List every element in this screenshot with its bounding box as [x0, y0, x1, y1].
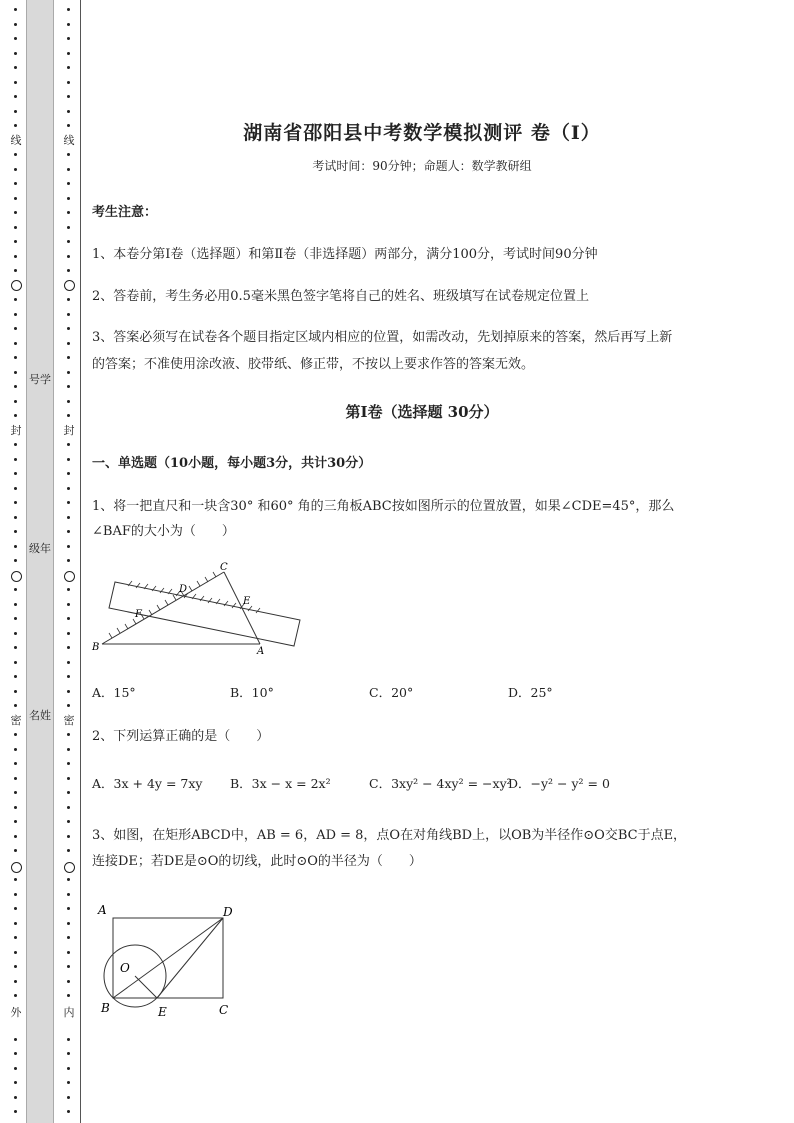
binding-dot: [67, 414, 70, 417]
binding-dot: [14, 690, 17, 693]
q1-label-e: E: [243, 596, 251, 607]
binding-dot: [14, 371, 17, 374]
q1-figure: [88, 558, 313, 658]
triangle-hatch: [109, 572, 216, 638]
note-item: 2、答卷前，考生务必用0.5毫米黑色签字笔将自己的姓名、班级填写在试卷规定位置上: [92, 289, 589, 304]
part1-title: 第Ⅰ卷（选择题 30分）: [345, 403, 499, 421]
binding-label: 密: [63, 714, 75, 727]
page-title: 湖南省邵阳县中考数学模拟测评 卷（Ⅰ）: [243, 122, 601, 144]
binding-circle: [64, 571, 75, 582]
binding-dot: [67, 313, 70, 316]
binding-dot: [67, 487, 70, 490]
binding-dot: [67, 936, 70, 939]
ruler-hatch-upper: [128, 581, 260, 613]
q1-text-line1: 1、将一把直尺和一块含30° 和60° 角的三角板ABC按如图所示的位置放置，如果∠CDE=45°，那么: [92, 499, 675, 514]
binding-dot: [67, 733, 70, 736]
q3-label-c: C: [219, 1003, 229, 1017]
binding-dot: [67, 23, 70, 26]
binding-label: 线: [10, 134, 22, 147]
q1-text-line2: ∠BAF的大小为（ ）: [92, 524, 235, 539]
binding-dot: [67, 269, 70, 272]
binding-dot: [14, 52, 17, 55]
binding-dot: [14, 632, 17, 635]
binding-dot: [14, 211, 17, 214]
q3-label-a: A: [98, 903, 107, 917]
binding-dot: [14, 965, 17, 968]
binding-dot: [67, 37, 70, 40]
binding-dot: [67, 95, 70, 98]
binding-dot: [67, 255, 70, 258]
binding-dot: [67, 675, 70, 678]
note-item: 1、本卷分第Ⅰ卷（选择题）和第Ⅱ卷（非选择题）两部分，满分100分，考试时间90分钟: [92, 247, 598, 262]
binding-dot: [67, 690, 70, 693]
binding-dot: [67, 632, 70, 635]
q2-option-b[interactable]: B．3x − x = 2x²: [230, 776, 331, 791]
q2-option-c[interactable]: C．3xy² − 4xy² = −xy²: [369, 776, 512, 791]
binding-dot: [67, 980, 70, 983]
strip-label-name: 名姓: [29, 709, 51, 722]
binding-dot: [67, 168, 70, 171]
diagonal-bd: [113, 918, 223, 998]
right-dot-column: [62, 0, 76, 1123]
binding-dot: [67, 646, 70, 649]
binding-dot: [67, 545, 70, 548]
binding-dot: [67, 1096, 70, 1099]
q2-text: 2、下列运算正确的是（ ）: [92, 729, 270, 744]
binding-dot: [67, 385, 70, 388]
q3-text-line1: 3、如图，在矩形ABCD中，AB = 6，AD = 8，点O在对角线BD上，以OB为半径作⊙O交BC于点E，: [92, 828, 687, 843]
binding-circle: [11, 280, 22, 291]
binding-dot: [67, 965, 70, 968]
binding-dot: [14, 197, 17, 200]
binding-dot: [14, 1052, 17, 1055]
binding-dot: [67, 951, 70, 954]
binding-dot: [67, 1081, 70, 1084]
binding-dot: [14, 240, 17, 243]
binding-dot: [14, 298, 17, 301]
binding-dot: [14, 733, 17, 736]
binding-dot: [14, 1096, 17, 1099]
binding-dot: [67, 1052, 70, 1055]
binding-dot: [14, 516, 17, 519]
binding-label: 密: [10, 714, 22, 727]
binding-dot: [67, 153, 70, 156]
binding-dot: [14, 37, 17, 40]
binding-dot: [14, 269, 17, 272]
binding-dot: [14, 400, 17, 403]
binding-dot: [67, 603, 70, 606]
binding-dot: [14, 1038, 17, 1041]
binding-dot: [67, 806, 70, 809]
binding-dot: [14, 124, 17, 127]
q1-label-f: F: [135, 609, 142, 620]
binding-dot: [14, 313, 17, 316]
binding-dot: [14, 893, 17, 896]
binding-dot: [14, 458, 17, 461]
binding-dot: [14, 704, 17, 707]
binding-dot: [14, 8, 17, 11]
binding-dot: [14, 675, 17, 678]
binding-label: 封: [10, 424, 22, 437]
segment-oe: [135, 976, 157, 998]
binding-dot: [14, 907, 17, 910]
binding-dot: [14, 182, 17, 185]
binding-dot: [67, 400, 70, 403]
q1-label-a: A: [257, 646, 265, 657]
segment-de: [157, 918, 223, 998]
binding-dot: [67, 835, 70, 838]
binding-dot: [14, 835, 17, 838]
binding-dot: [14, 791, 17, 794]
strip-label-number: 号学: [29, 373, 51, 386]
q1-label-d: D: [179, 584, 188, 595]
q3-figure: [92, 898, 242, 1023]
binding-label: 封: [63, 424, 75, 437]
binding-dot: [67, 240, 70, 243]
binding-dot: [14, 617, 17, 620]
binding-dot: [67, 762, 70, 765]
binding-dot: [67, 1067, 70, 1070]
binding-dot: [67, 226, 70, 229]
q3-label-o: O: [120, 961, 130, 975]
binding-dot: [14, 980, 17, 983]
binding-dot: [67, 777, 70, 780]
binding-dot: [14, 385, 17, 388]
binding-dot: [67, 849, 70, 852]
binding-dot: [14, 994, 17, 997]
binding-circle: [11, 571, 22, 582]
binding-label: 内: [63, 1006, 75, 1019]
binding-dot: [67, 922, 70, 925]
binding-label: 线: [63, 134, 75, 147]
binding-dot: [14, 110, 17, 113]
binding-dot: [67, 501, 70, 504]
binding-dot: [14, 762, 17, 765]
binding-dot: [14, 66, 17, 69]
binding-dot: [67, 1110, 70, 1113]
binding-dot: [67, 994, 70, 997]
binding-dot: [14, 1081, 17, 1084]
binding-dot: [14, 806, 17, 809]
binding-dot: [14, 588, 17, 591]
binding-dot: [14, 226, 17, 229]
binding-dot: [67, 52, 70, 55]
binding-dot: [14, 603, 17, 606]
note-item: 3、答案必须写在试卷各个题目指定区域内相应的位置，如需改动，先划掉原来的答案，然后再写上新: [92, 330, 673, 345]
binding-dot: [14, 1067, 17, 1070]
q3-text-line2: 连接DE；若DE是⊙O的切线，此时⊙O的半径为（ ）: [92, 854, 422, 869]
q3-label-e: E: [158, 1005, 167, 1019]
q1-label-c: C: [220, 562, 228, 573]
binding-dot: [14, 559, 17, 562]
section-heading: 一、单选题（10小题，每小题3分，共计30分）: [92, 456, 372, 471]
q1-label-b: B: [92, 642, 100, 653]
binding-dot: [14, 530, 17, 533]
binding-dot: [14, 545, 17, 548]
binding-dot: [14, 951, 17, 954]
binding-dot: [67, 661, 70, 664]
binding-dot: [67, 197, 70, 200]
binding-dot: [14, 168, 17, 171]
note-item: 的答案；不准使用涂改液、胶带纸、修正带，不按以上要求作答的答案无效。: [92, 357, 535, 372]
binding-dot: [14, 327, 17, 330]
binding-dot: [67, 342, 70, 345]
binding-dot: [67, 66, 70, 69]
page-subtitle: 考试时间：90分钟；命题人：数学教研组: [312, 159, 532, 173]
q3-label-b: B: [101, 1001, 110, 1015]
binding-dot: [14, 777, 17, 780]
binding-dot: [14, 849, 17, 852]
binding-dot: [67, 81, 70, 84]
left-dot-column: [9, 0, 23, 1123]
binding-margin: [0, 0, 82, 1123]
binding-dot: [67, 356, 70, 359]
q2-option-a[interactable]: A．3x + 4y = 7xy: [92, 776, 203, 791]
binding-dot: [14, 661, 17, 664]
binding-dot: [67, 8, 70, 11]
binding-dot: [14, 342, 17, 345]
binding-dot: [14, 878, 17, 881]
binding-dot: [67, 298, 70, 301]
binding-dot: [67, 704, 70, 707]
binding-dot: [14, 81, 17, 84]
binding-dot: [67, 907, 70, 910]
strip-label-grade: 级年: [29, 542, 51, 555]
binding-dot: [14, 356, 17, 359]
binding-dot: [14, 936, 17, 939]
binding-dot: [67, 327, 70, 330]
binding-dot: [14, 487, 17, 490]
binding-dot: [14, 95, 17, 98]
binding-dot: [67, 371, 70, 374]
binding-dot: [14, 646, 17, 649]
binding-dot: [67, 878, 70, 881]
binding-dot: [67, 516, 70, 519]
margin-rule: [80, 0, 81, 1123]
binding-dot: [67, 1038, 70, 1041]
binding-dot: [67, 588, 70, 591]
binding-dot: [67, 559, 70, 562]
q1-option-b[interactable]: B．10°: [230, 685, 274, 700]
binding-dot: [14, 472, 17, 475]
binding-circle: [11, 862, 22, 873]
binding-dot: [67, 211, 70, 214]
binding-dot: [14, 443, 17, 446]
q1-option-d[interactable]: D．25°: [508, 685, 553, 700]
q1-option-a[interactable]: A．15°: [92, 685, 136, 700]
binding-dot: [14, 748, 17, 751]
binding-dot: [14, 23, 17, 26]
binding-dot: [14, 255, 17, 258]
binding-dot: [14, 153, 17, 156]
binding-dot: [67, 893, 70, 896]
binding-dot: [14, 1110, 17, 1113]
binding-dot: [14, 414, 17, 417]
binding-dot: [14, 922, 17, 925]
binding-dot: [67, 182, 70, 185]
binding-dot: [67, 458, 70, 461]
binding-dot: [14, 820, 17, 823]
binding-dot: [67, 748, 70, 751]
q1-option-c[interactable]: C．20°: [369, 685, 414, 700]
binding-dot: [67, 791, 70, 794]
binding-dot: [67, 472, 70, 475]
binding-dot: [67, 443, 70, 446]
student-info-strip: [26, 0, 54, 1123]
binding-dot: [67, 617, 70, 620]
q2-option-d[interactable]: D．−y² − y² = 0: [508, 776, 610, 791]
binding-dot: [67, 110, 70, 113]
binding-dot: [67, 124, 70, 127]
q3-label-d: D: [223, 905, 233, 919]
binding-label: 外: [10, 1006, 22, 1019]
binding-circle: [64, 862, 75, 873]
binding-dot: [67, 820, 70, 823]
binding-dot: [67, 530, 70, 533]
binding-circle: [64, 280, 75, 291]
binding-dot: [14, 501, 17, 504]
notes-heading: 考生注意：: [92, 205, 158, 220]
